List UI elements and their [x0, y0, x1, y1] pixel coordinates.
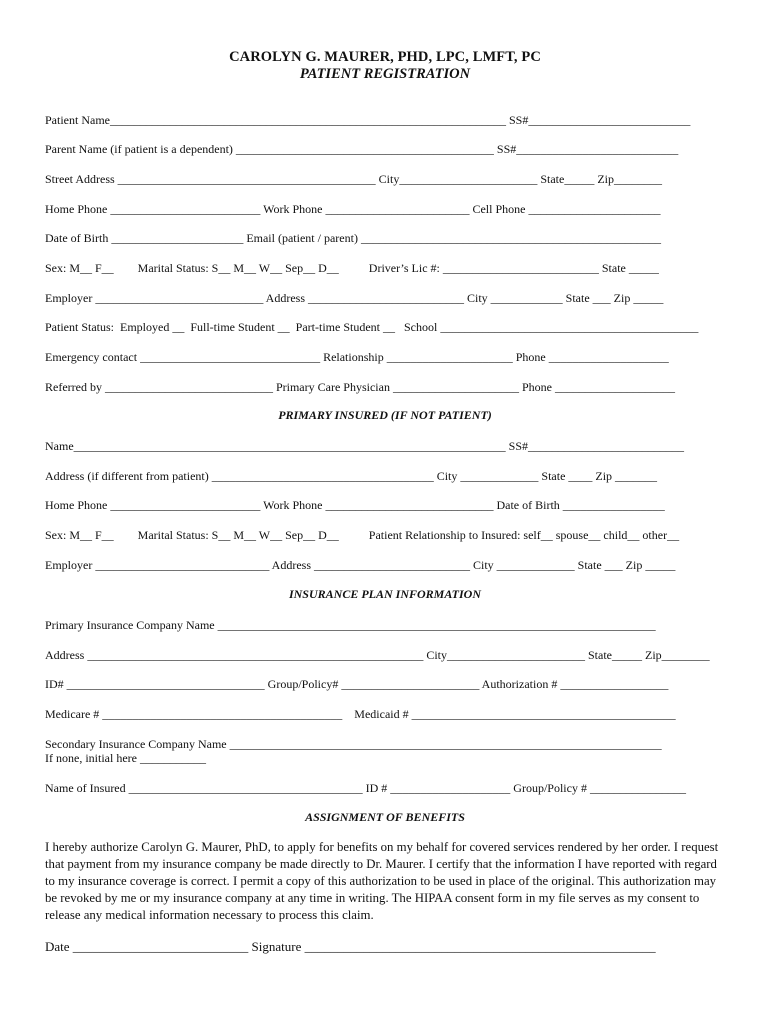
field-line-emergency-contact[interactable]: Emergency contact ______________________________ Relationship _____________________ Phone ____________________: [45, 350, 669, 364]
insured-line-sex-relationship[interactable]: Sex: M__ F__ Marital Status: S__ M__ W__ Sep__ D__ Patient Relationship to Insured: self__ spouse__ child__ other__: [45, 528, 680, 542]
field-line-referred-by[interactable]: Referred by ____________________________ Primary Care Physician _____________________ Phone ____________________: [45, 380, 675, 394]
field-line-phones[interactable]: Home Phone _________________________ Work Phone ________________________ Cell Phone ______________________: [45, 202, 661, 216]
field-line-sex-marital-license[interactable]: Sex: M__ F__ Marital Status: S__ M__ W__ Sep__ D__ Driver’s Lic #: __________________________ State _____: [45, 261, 659, 275]
insured-line-phones[interactable]: Home Phone _________________________ Work Phone ____________________________ Date of Birth _________________: [45, 498, 665, 512]
field-line-patient-name[interactable]: Patient Name__________________________________________________________________ SS#___________________________: [45, 113, 691, 127]
field-line-dob-email[interactable]: Date of Birth ______________________ Email (patient / parent) __________________________________________________: [45, 231, 661, 245]
field-line-employer[interactable]: Employer ____________________________ Address __________________________ City ____________ State ___ Zip _____: [45, 291, 664, 305]
plan-line-address[interactable]: Address ________________________________________________________ City_______________________ State_____ Zip________: [45, 648, 710, 662]
insurance-plan-heading: INSURANCE PLAN INFORMATION: [288, 587, 482, 601]
insured-line-employer[interactable]: Employer _____________________________ Address __________________________ City _____________ State ___ Zip _____: [45, 558, 676, 572]
assignment-paragraph: I hereby authorize Carolyn G. Maurer, PhD, to apply for benefits on my behalf for covered services rendered by her order. I request that payment from my insurance company be made directly to Dr. Maurer. I certify that the information I have reported with regard to my insurance coverage is correct. I permit a copy of this authorization to be used in place of the original. This authorization may be revoked by me or my insurance company at any time in writing. The HIPAA consent form in my file serves as my consent to release any medical information necessary to process this claim.: [45, 840, 719, 922]
assignment-heading: ASSIGNMENT OF BENEFITS: [305, 810, 465, 824]
primary-insured-heading: PRIMARY INSURED (IF NOT PATIENT): [278, 408, 492, 422]
field-line-parent-name[interactable]: Parent Name (if patient is a dependent) ___________________________________________ SS#___________________________: [45, 142, 679, 156]
page-subtitle: PATIENT REGISTRATION: [299, 66, 471, 82]
plan-line-initial[interactable]: If none, initial here ___________: [45, 751, 206, 765]
insured-line-name[interactable]: Name________________________________________________________________________ SS#__________________________: [45, 439, 684, 453]
field-line-street-address[interactable]: Street Address ___________________________________________ City_______________________ State_____ Zip________: [45, 172, 662, 186]
page-title: CAROLYN G. MAURER, PHD, LPC, LMFT, PC: [229, 49, 541, 65]
plan-line-company-name[interactable]: Primary Insurance Company Name _________________________________________________________________________: [45, 618, 656, 632]
date-signature-line[interactable]: Date ___________________________ Signature ______________________________________________________: [45, 939, 656, 954]
plan-line-name-of-insured[interactable]: Name of Insured _______________________________________ ID # ____________________ Group/Policy # ________________: [45, 781, 686, 795]
plan-line-medicare-medicaid[interactable]: Medicare # ________________________________________ Medicaid # ____________________________________________: [45, 707, 676, 721]
plan-line-id-group-auth[interactable]: ID# _________________________________ Group/Policy# _______________________ Authorization # __________________: [45, 677, 669, 691]
insured-line-address[interactable]: Address (if different from patient) _____________________________________ City _____________ State ____ Zip _______: [45, 469, 658, 483]
plan-line-secondary-company[interactable]: Secondary Insurance Company Name ________________________________________________________________________: [45, 737, 662, 751]
field-line-patient-status[interactable]: Patient Status: Employed __ Full-time Student __ Part-time Student __ School ___________________________________________: [45, 320, 699, 334]
